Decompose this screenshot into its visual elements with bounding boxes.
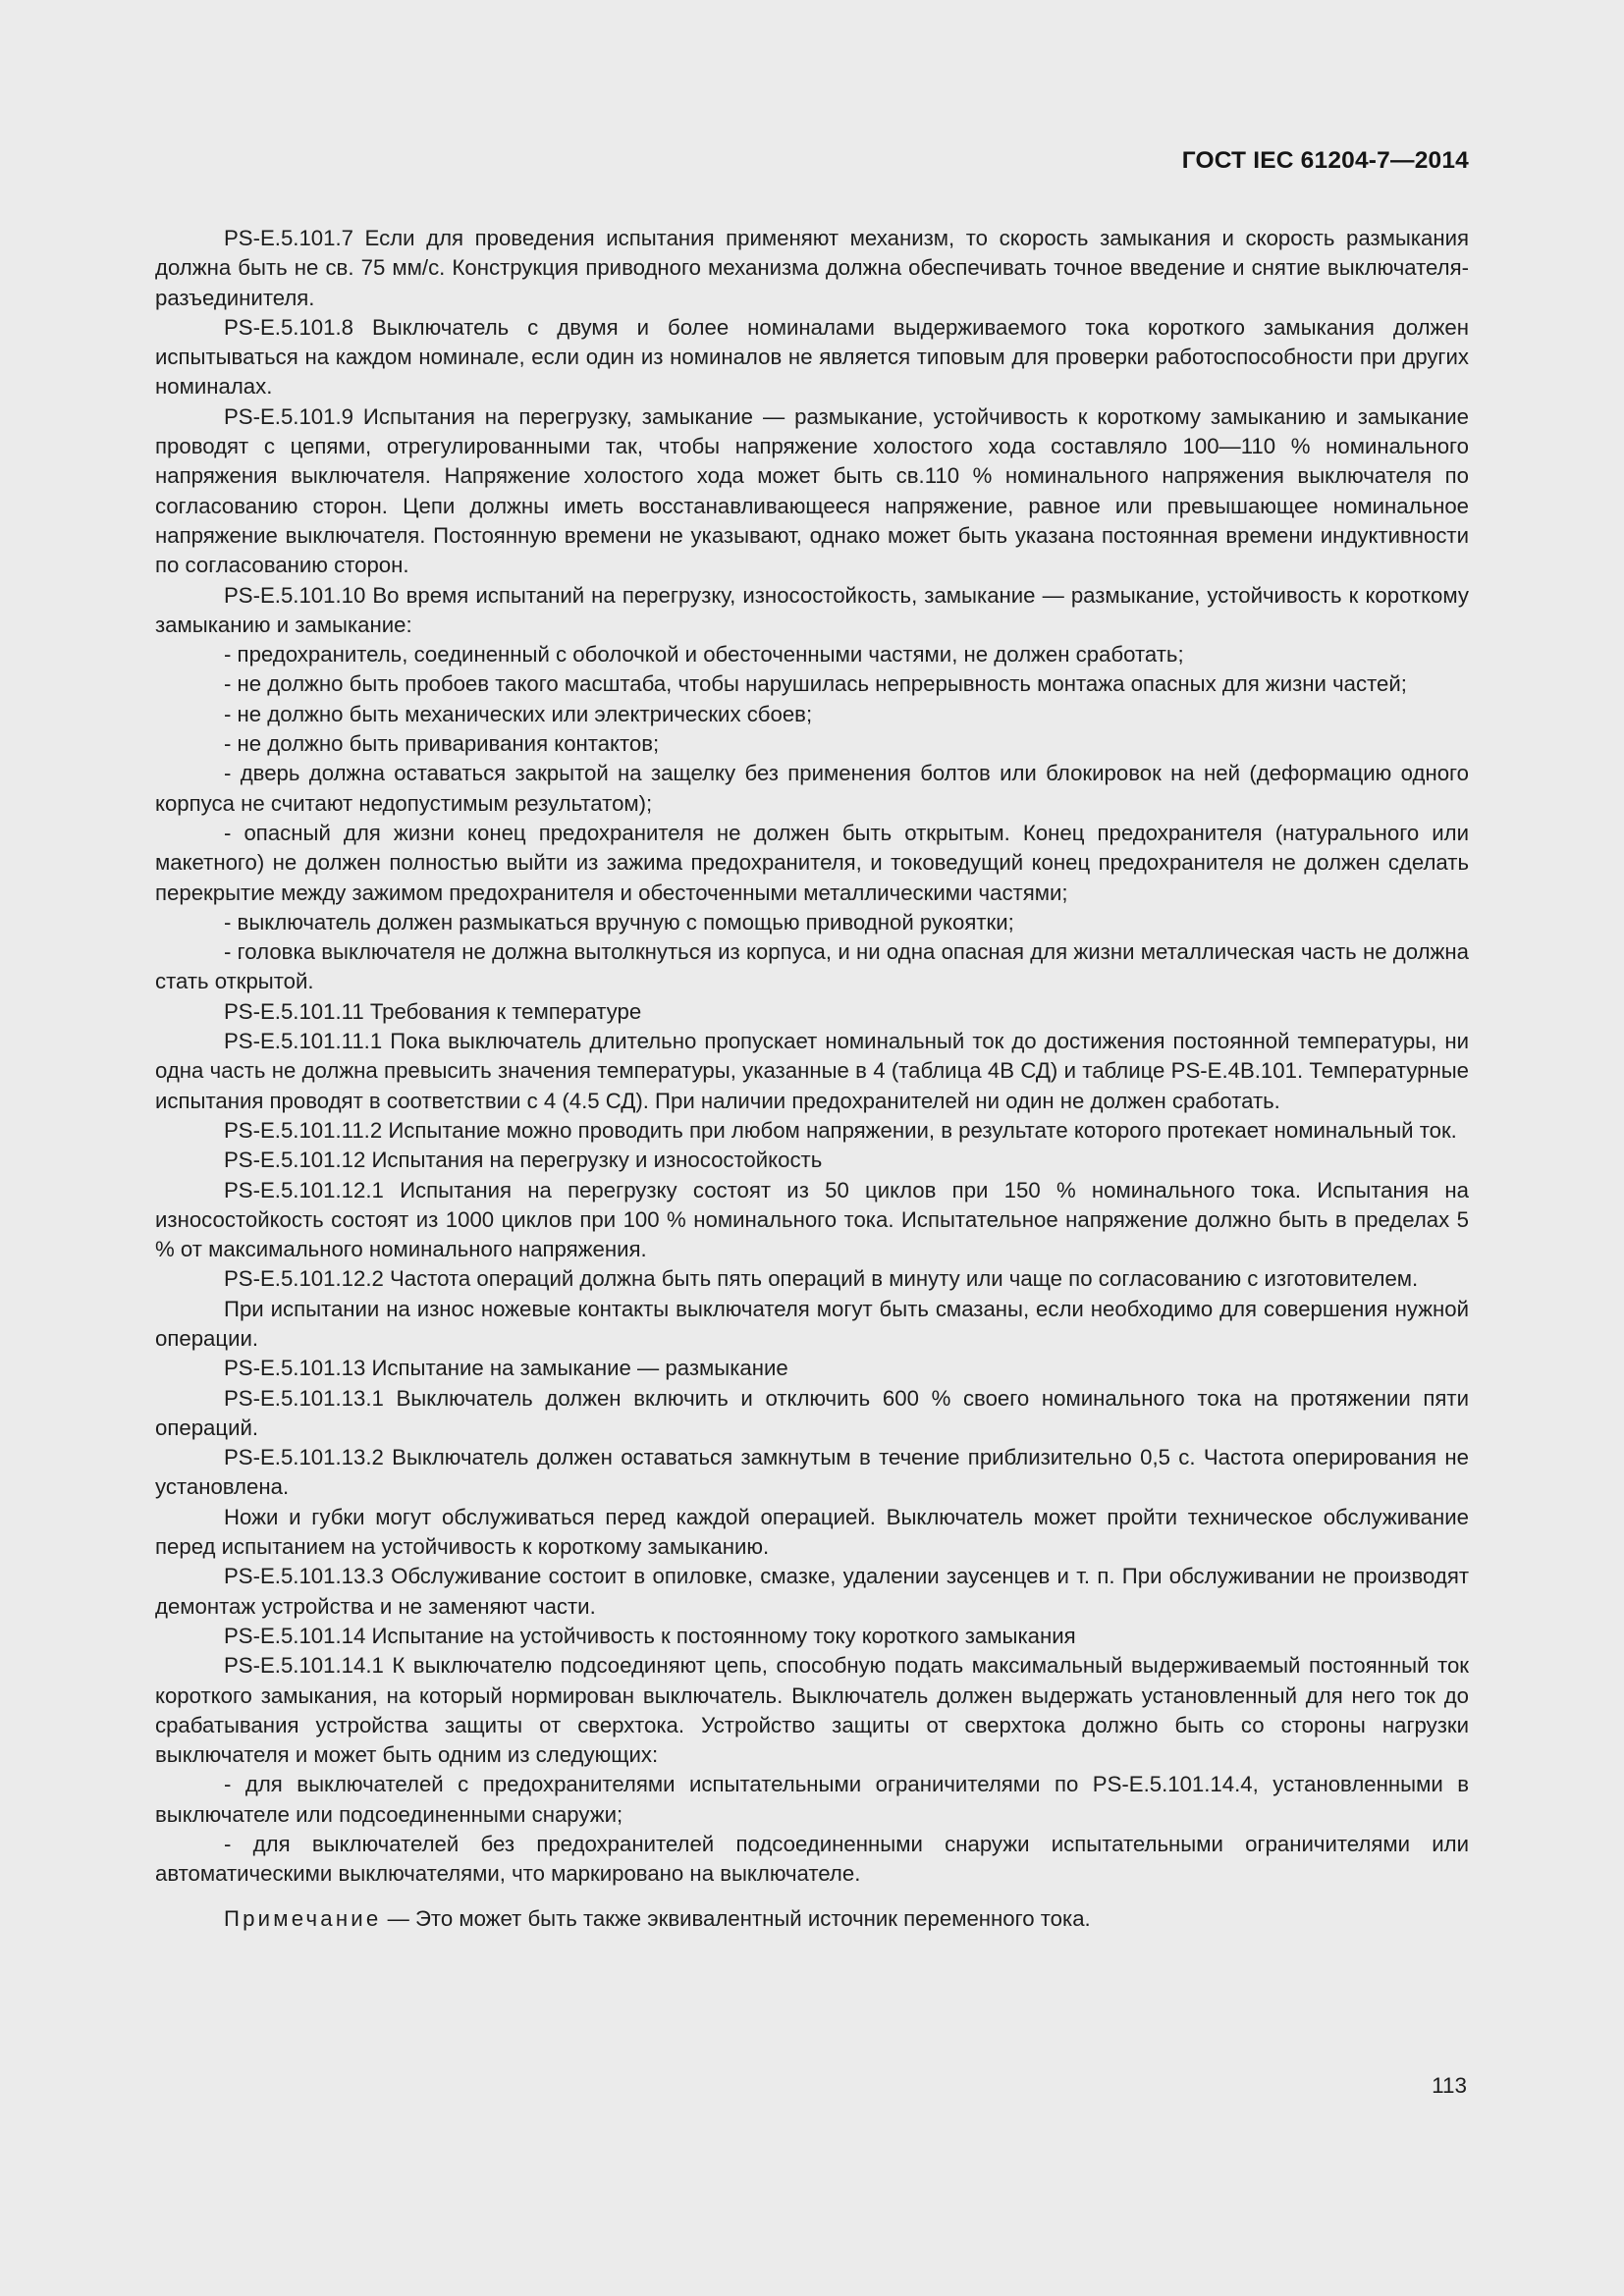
document-body [155, 224, 1469, 1934]
note-text: Это может быть также эквивалентный источник переменного тока. [414, 1905, 1091, 1931]
paragraph: PS-E.5.101.10 Во время испытаний на перегрузку, износостойкость, замыкание — размыкание, устойчивость к короткому замыканию и замыкание: [155, 582, 1469, 637]
note-separator: — [381, 1905, 415, 1931]
section-heading: PS-E.5.101.11 Требования к температуре [224, 998, 642, 1024]
paragraph: PS-E.5.101.9 Испытания на перегрузку, замыкание — размыкание, устойчивость к короткому замыканию и замыкание проводят с цепями, отрегулированными так, чтобы напряжение холостого хода составляло 100—110 % номинального напряжения выключателя. Напряжение холостого хода может быть св.110 % номинального напряжения выключателя по согласованию сторон. Цепи должны иметь восстанавливающееся напряжение, равное или превышающее номинальное напряжение выключателя. Постоянную времени не указывают, однако может быть указана постоянная времени индуктивности по согласованию сторон. [155, 403, 1469, 578]
paragraph: Ножи и губки могут обслуживаться перед каждой операцией. Выключатель может пройти техническое обслуживание перед испытанием на устойчивость к короткому замыканию. [155, 1504, 1469, 1560]
section-heading: PS-E.5.101.12 Испытания на перегрузку и износостойкость [224, 1148, 823, 1173]
list-item: - дверь должна оставаться закрытой на защелку без применения болтов или блокировок на ней (деформацию одного корпуса не считают недопустимым результатом); [155, 761, 1469, 816]
section-heading: PS-E.5.101.14 Испытание на устойчивость к постоянному току короткого замыкания [224, 1623, 1076, 1648]
list-item: - головка выключателя не должна вытолкнуться из корпуса, и ни одна опасная для жизни металлическая часть не должна стать открытой. [155, 939, 1469, 994]
paragraph: PS-E.5.101.7 Если для проведения испытания применяют механизм, то скорость замыкания и скорость размыкания должна быть не св. 75 мм/с. Конструкция приводного механизма должна обеспечивать точное введение и снятие выключателя-разъединителя. [155, 226, 1469, 310]
list-item: - выключатель должен размыкаться вручную с помощью приводной рукоятки; [224, 909, 1014, 934]
section-heading: PS-E.5.101.13 Испытание на замыкание — размыкание [224, 1356, 788, 1381]
paragraph: PS-E.5.101.11.1 Пока выключатель длительно пропускает номинальный ток до достижения постоянной температуры, ни одна часть не должна превысить значения температуры, указанные в 4 (таблица 4В СД) и таблице PS-E.4B.101. Температурные испытания проводят в соответствии с 4 (4.5 СД). При наличии предохранителей ни один не должен сработать. [155, 1029, 1469, 1113]
list-item: - не должно быть пробоев такого масштаба, чтобы нарушилась непрерывность монтажа опасных для жизни частей; [224, 671, 1407, 697]
list-item: - не должно быть механических или электрических сбоев; [224, 701, 813, 726]
list-item: - предохранитель, соединенный с оболочкой и обесточенными частями, не должен сработать; [224, 642, 1184, 667]
note [155, 1904, 1469, 1934]
document-header: ГОСТ IEC 61204-7—2014 [1181, 147, 1469, 174]
paragraph: PS-E.5.101.12.2 Частота операций должна быть пять операций в минуту или чаще по согласованию с изготовителем. [224, 1266, 1419, 1292]
paragraph: PS-E.5.101.14.1 К выключателю подсоединяют цепь, способную подать максимальный выдерживаемый постоянный ток короткого замыкания, на который нормирован выключатель. Выключатель должен выдержать установленный для него ток до срабатывания устройства защиты от сверхтока. Устройство защиты от сверхтока должно быть со стороны нагрузки выключателя и может быть одним из следующих: [155, 1653, 1469, 1768]
paragraph: PS-E.5.101.8 Выключатель с двумя и более номиналами выдерживаемого тока короткого замыкания должен испытываться на каждом номинале, если один из номиналов не является типовым для проверки работоспособности при других номиналах. [155, 314, 1469, 400]
paragraph: PS-E.5.101.13.1 Выключатель должен включить и отключить 600 % своего номинального тока на протяжении пяти операций. [155, 1385, 1469, 1440]
paragraph: PS-E.5.101.13.3 Обслуживание состоит в опиловке, смазке, удалении заусенцев и т. п. При обслуживании не производят демонтаж устройства и не заменяют части. [155, 1564, 1469, 1619]
list-item: - не должно быть приваривания контактов; [224, 731, 660, 757]
paragraph: При испытании на износ ножевые контакты выключателя могут быть смазаны, если необходимо для совершения нужной операции. [155, 1296, 1469, 1351]
paragraph: PS-E.5.101.12.1 Испытания на перегрузку состоят из 50 циклов при 150 % номинального тока. Испытания на износостойкость состоят из 1000 циклов при 100 % номинального тока. Испытательное напряжение должно быть в пределах 5 % от максимального номинального напряжения. [155, 1177, 1469, 1262]
note-label: Примечание [224, 1905, 382, 1931]
list-item: - для выключателей без предохранителей подсоединенными снаружи испытательными ограничителями или автоматическими выключателями, что маркировано на выключателе. [155, 1832, 1469, 1887]
page-number: 113 [1432, 2073, 1467, 2098]
paragraph: PS-E.5.101.13.2 Выключатель должен оставаться замкнутым в течение приблизительно 0,5 с. Частота оперирования не установлена. [155, 1445, 1469, 1500]
paragraph: PS-E.5.101.11.2 Испытание можно проводить при любом напряжении, в результате которого протекает номинальный ток. [224, 1117, 1457, 1143]
list-item: - опасный для жизни конец предохранителя не должен быть открытым. Конец предохранителя (натурального или макетного) не должен полностью выйти из зажима предохранителя, и токоведущий конец предохранителя не должен сделать перекрытие между зажимом предохранителя и обесточенными металлическими частями; [155, 820, 1469, 905]
list-item: - для выключателей с предохранителями испытательными ограничителями по PS-E.5.101.14.4, установленными в выключателе или подсоединенными снаружи; [155, 1772, 1469, 1827]
